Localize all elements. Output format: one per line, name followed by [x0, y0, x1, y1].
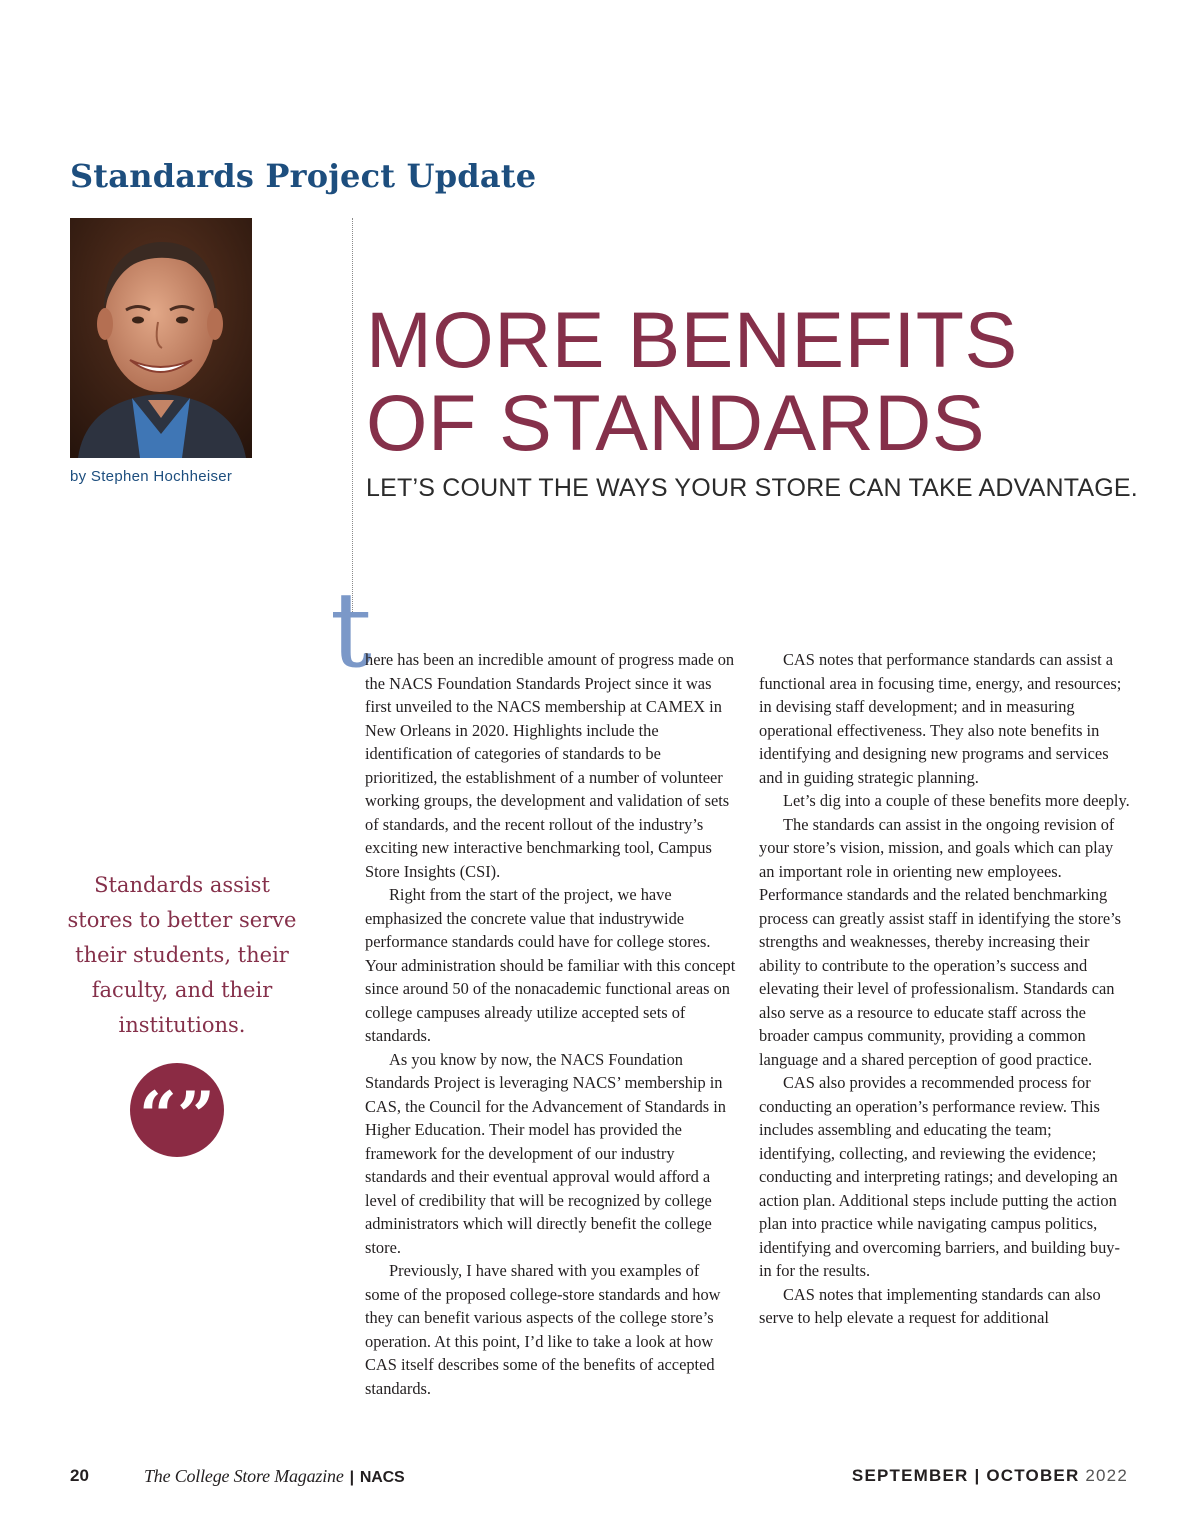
quote-glyph: “” — [139, 1077, 215, 1155]
headline-line-1: MORE BENEFITS — [366, 295, 1018, 384]
quotation-marks-icon — [130, 1063, 224, 1157]
issue-separator: | — [974, 1466, 981, 1485]
paragraph: Previously, I have shared with you examples of some of the proposed college-store standards and how they can benefit various aspects of the college store’s operation. At this point, I’d like to take a look at how CAS itself describes some of the benefits of accepted standards. — [365, 1261, 721, 1398]
magazine-title: The College Store Magazine — [144, 1466, 344, 1486]
paragraph: CAS also provides a recommended process for conducting an operation’s performance review. This includes assembling and educating the team; identifying, collecting, and reviewing the evidence; conducting and interpreting ratings; and developing an action plan. Additional steps include putting the action plan into practice while navigating campus politics, identifying and overcoming barriers, and building buy-in for the results. — [759, 1073, 1120, 1280]
page-footer — [70, 1466, 1128, 1490]
footer-separator: | — [349, 1469, 354, 1486]
issue-month-1: SEPTEMBER — [851, 1466, 969, 1485]
pull-quote: Standards assist stores to better serve their students, their faculty, and their institutions. — [67, 873, 297, 1037]
author-photo — [70, 218, 252, 458]
paragraph: Right from the start of the project, we have emphasized the concrete value that industrywide performance standards could have for college stores. Your administration should be familiar with this concept since around 50 of the nonacademic functional areas on college campuses already utilize accepted sets of standards. — [365, 885, 736, 1045]
byline: by Stephen Hochheiser — [70, 468, 233, 485]
paragraph: CAS notes that performance standards can assist a functional area in focusing time, energy, and resources; in devising staff development; and in measuring operational effectiveness. They also note benefits in identifying and designing new programs and services and in guiding strategic planning. — [759, 650, 1122, 787]
article-column-1 — [365, 648, 737, 1400]
publisher-name: NACS — [359, 1469, 405, 1486]
section-title: Standards Project Update — [70, 157, 537, 195]
paragraph: Let’s dig into a couple of these benefits more deeply. — [783, 791, 1130, 810]
issue-month-2: OCTOBER — [986, 1466, 1080, 1485]
drop-cap: t — [330, 569, 372, 691]
headline-line-2: OF STANDARDS — [366, 378, 986, 467]
magazine-name — [144, 1466, 404, 1487]
headline — [366, 295, 1018, 467]
issue-date — [852, 1466, 1128, 1486]
article-column-2 — [759, 648, 1131, 1330]
paragraph: As you know by now, the NACS Foundation Standards Project is leveraging NACS’ membership in CAS, the Council for the Advancement of Standards in Higher Education. Their model has provided the framework for the development of our industry standards and their eventual approval would afford a level of credibility that will be recognized by college administrators which will directly benefit the college store. — [365, 1049, 726, 1257]
page-number: 20 — [70, 1466, 89, 1485]
issue-year: 2022 — [1085, 1466, 1128, 1485]
subheadline: LET’S COUNT THE WAYS YOUR STORE CAN TAKE ADVANTAGE. — [366, 474, 1138, 502]
paragraph: The standards can assist in the ongoing revision of your store’s vision, mission, and goals which can play an important role in orienting new employees. Performance standards and the related benchmarking process can greatly assist staff in identifying the store’s strengths and weaknesses, thereby increasing their ability to contribute to the operation’s success and elevating their level of professionalism. Standards can also serve as a resource to educate staff across the broader campus community, providing a common language and a shared perception of good practice. — [759, 814, 1122, 1069]
column-divider — [352, 218, 353, 616]
paragraph: CAS notes that implementing standards can also serve to help elevate a request for additional — [759, 1284, 1101, 1327]
paragraph: here has been an incredible amount of progress made on the NACS Foundation Standards Project since it was first unveiled to the NACS membership at CAMEX in New Orleans in 2020. Highlights include the identification of categories of standards to be prioritized, the establishment of a number of volunteer working groups, the development and validation of sets of standards, and the recent rollout of the industry’s exciting new interactive benchmarking tool, Campus Store Insights (CSI). — [365, 650, 735, 881]
